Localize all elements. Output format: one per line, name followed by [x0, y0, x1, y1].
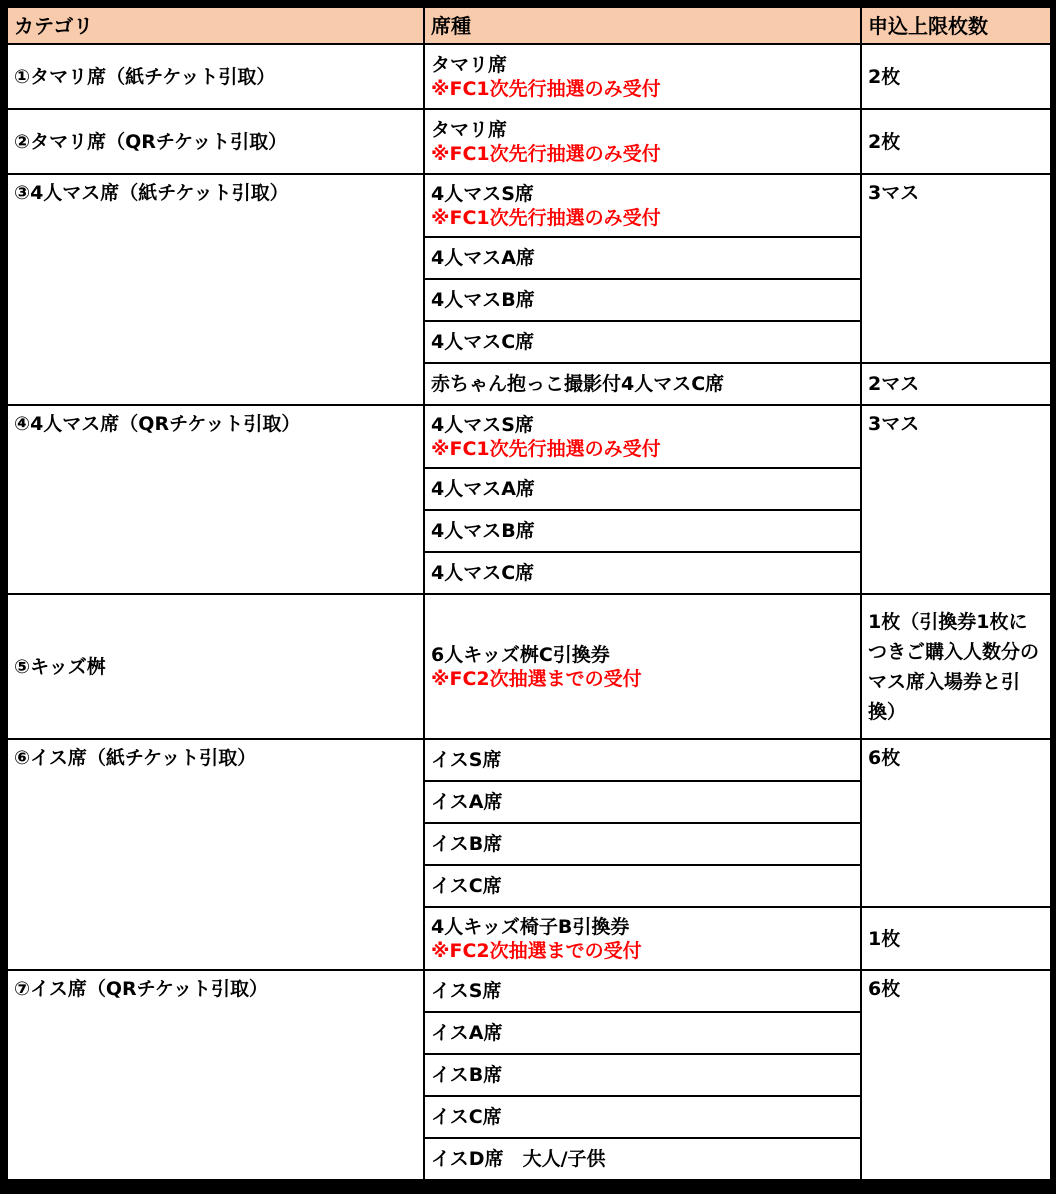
seat-label: 4人マスS席 — [431, 182, 534, 205]
limit-cell: 6枚 — [861, 970, 1051, 1180]
category-cell: ⑥イス席（紙チケット引取） — [7, 739, 424, 970]
fc1-note: ※FC1次先行抽選のみ受付 — [431, 437, 661, 460]
seat-cell: 4人マスA席 — [424, 468, 861, 510]
seat-cell: 4人マスB席 — [424, 510, 861, 552]
seat-cell: イスD席 大人/子供 — [424, 1138, 861, 1180]
limit-cell: 1枚（引換券1枚につきご購入人数分のマス席入場券と引換） — [861, 594, 1051, 739]
table-row — [7, 44, 1051, 109]
seat-label: 4人マスS席 — [431, 413, 534, 436]
seat-cell — [424, 44, 861, 109]
fc1-note: ※FC1次先行抽選のみ受付 — [431, 77, 661, 100]
seat-label: タマリ席 — [431, 53, 508, 76]
header-seat-type: 席種 — [424, 7, 861, 44]
seat-cell: 赤ちゃん抱っこ撮影付4人マスC席 — [424, 363, 861, 405]
seat-cell: イスS席 — [424, 970, 861, 1012]
seat-cell — [424, 109, 861, 174]
seat-label: タマリ席 — [431, 118, 508, 141]
seat-cell — [424, 907, 861, 970]
seat-cell: 4人マスC席 — [424, 321, 861, 363]
table-row — [7, 970, 1051, 1012]
limit-cell: 3マス — [861, 405, 1051, 594]
fc2-note: ※FC2次抽選までの受付 — [431, 667, 642, 690]
seat-cell — [424, 594, 861, 739]
category-cell: ①タマリ席（紙チケット引取） — [7, 44, 424, 109]
table-row — [7, 594, 1051, 739]
seat-cell: イスS席 — [424, 739, 861, 781]
fc2-note: ※FC2次抽選までの受付 — [431, 939, 642, 962]
limit-cell: 2枚 — [861, 109, 1051, 174]
limit-cell: 1枚 — [861, 907, 1051, 970]
seat-cell — [424, 174, 861, 237]
seat-cell: 4人マスC席 — [424, 552, 861, 594]
header-category: カテゴリ — [7, 7, 424, 44]
seat-cell: イスA席 — [424, 1012, 861, 1054]
category-cell: ⑤キッズ桝 — [7, 594, 424, 739]
category-cell: ③4人マス席（紙チケット引取） — [7, 174, 424, 405]
seat-cell: 4人マスB席 — [424, 279, 861, 321]
seat-label: 4人キッズ椅子B引換券 — [431, 915, 630, 938]
limit-cell: 3マス — [861, 174, 1051, 363]
fc1-note: ※FC1次先行抽選のみ受付 — [431, 206, 661, 229]
table-row — [7, 405, 1051, 468]
limit-cell: 2マス — [861, 363, 1051, 405]
seat-label: 6人キッズ桝C引換券 — [431, 643, 610, 666]
category-cell: ⑦イス席（QRチケット引取） — [7, 970, 424, 1180]
seat-cell: イスC席 — [424, 865, 861, 907]
table-row — [7, 174, 1051, 237]
fc1-note: ※FC1次先行抽選のみ受付 — [431, 142, 661, 165]
seat-cell: 4人マスA席 — [424, 237, 861, 279]
seat-cell: イスB席 — [424, 1054, 861, 1096]
category-cell: ②タマリ席（QRチケット引取） — [7, 109, 424, 174]
limit-cell: 2枚 — [861, 44, 1051, 109]
seat-cell: イスA席 — [424, 781, 861, 823]
seat-cell — [424, 405, 861, 468]
limit-cell: 6枚 — [861, 739, 1051, 907]
table-row — [7, 739, 1051, 781]
seat-cell: イスC席 — [424, 1096, 861, 1138]
table-row — [7, 109, 1051, 174]
category-cell: ④4人マス席（QRチケット引取） — [7, 405, 424, 594]
header-row — [7, 7, 1051, 44]
header-limit: 申込上限枚数 — [861, 7, 1051, 44]
seat-cell: イスB席 — [424, 823, 861, 865]
ticket-limit-table — [6, 6, 1052, 1181]
